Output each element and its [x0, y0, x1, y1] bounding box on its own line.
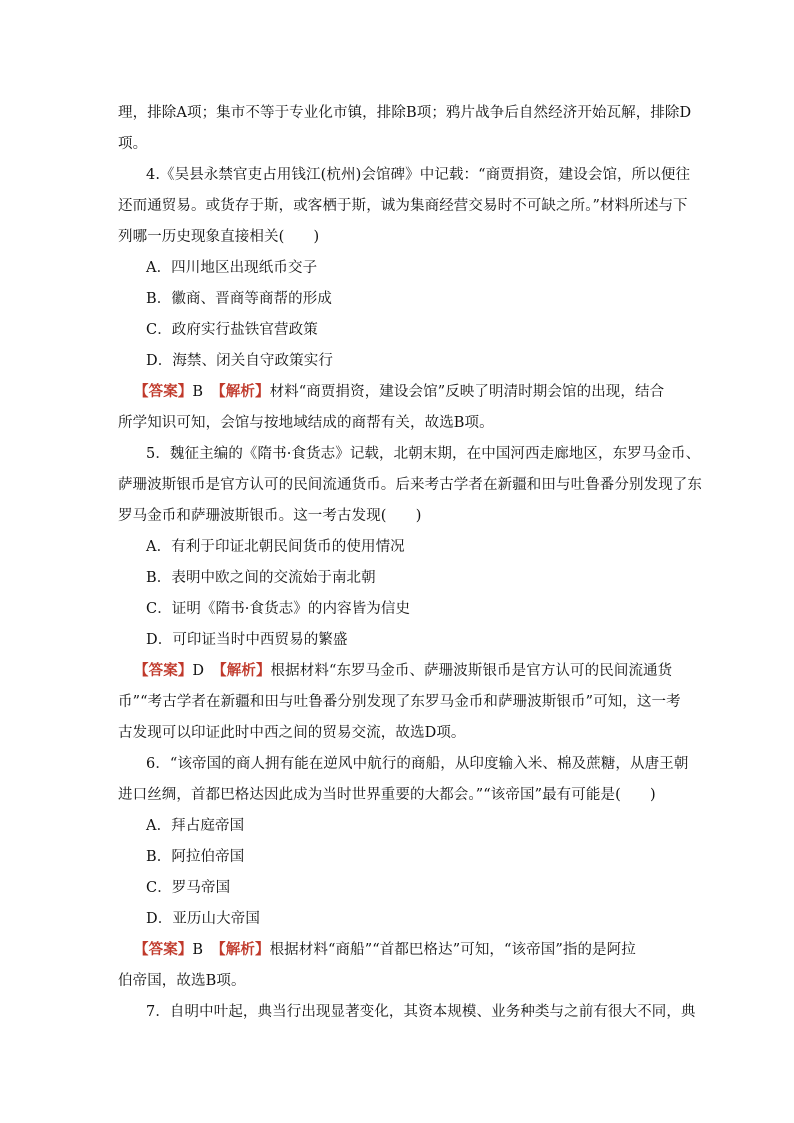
- text-line: 还而通贸易。或货存于斯，或客栖于斯，诚为集商经营交易时不可缺之所。”材料所述与下: [118, 198, 688, 214]
- answer-value: B: [192, 942, 204, 958]
- option-a: A．有利于印证北朝民间货币的使用情况: [146, 539, 405, 555]
- text-line: 列哪一历史现象直接相关( ): [118, 229, 320, 245]
- analysis-text: 根据材料“东罗马金币、萨珊波斯银币是官方认可的民间流通货: [270, 663, 673, 679]
- question-6-stem: 6．“该帝国的商人拥有能在逆风中航行的商船，从印度输入米、棉及蔗糖，从唐王朝: [146, 756, 689, 772]
- option-b: B．表明中欧之间的交流始于南北朝: [146, 570, 376, 586]
- text-line: 理，排除A项；集市不等于专业化市镇，排除B项；鸦片战争后自然经济开始瓦解，排除D: [118, 105, 692, 121]
- analysis-text: 根据材料“商船”“首都巴格达”可知，“该帝国”指的是阿拉: [269, 942, 636, 958]
- answer-value: B: [192, 384, 204, 400]
- text-line: 罗马金币和萨珊波斯银币。这一考古发现( ): [118, 508, 422, 524]
- text-line: 项。: [118, 136, 148, 152]
- answer-tag: 【答案】: [134, 662, 193, 679]
- text-line: 古发现可以印证此时中西之间的贸易交流，故选D项。: [118, 725, 466, 741]
- option-d: D．海禁、闭关自守政策实行: [146, 353, 333, 369]
- text-line: 所学知识可知，会馆与按地域结成的商帮有关，故选B项。: [118, 415, 494, 431]
- option-c: C．证明《隋书·食货志》的内容皆为信史: [146, 601, 411, 617]
- text-line: 币”“考古学者在新疆和田与吐鲁番分别发现了东罗马金币和萨珊波斯银币”可知，这一考: [118, 694, 681, 710]
- answer-line: [134, 940, 694, 960]
- analysis-tag: 【解析】: [211, 383, 270, 400]
- option-b: B．阿拉伯帝国: [146, 849, 245, 865]
- answer-line: [134, 661, 694, 681]
- question-5-stem: 5．魏征主编的《隋书·食货志》记载，北朝末期，在中国河西走廊地区，东罗马金币、: [146, 446, 701, 462]
- answer-tag: 【答案】: [134, 941, 193, 958]
- answer-value: D: [192, 663, 205, 679]
- text-line: 萨珊波斯银币是官方认可的民间流通货币。后来考古学者在新疆和田与吐鲁番分别发现了东: [118, 477, 702, 493]
- answer-line: [134, 382, 694, 402]
- question-7-stem: 7．自明中叶起，典当行出现显著变化，其资本规模、业务种类与之前有很大不同，典: [146, 1004, 696, 1020]
- option-d: D．亚历山大帝国: [146, 911, 260, 927]
- text-line: 进口丝绸，首都巴格达因此成为当时世界重要的大都会。”“该帝国”最有可能是( ): [118, 787, 656, 803]
- option-c: C．政府实行盐铁官营政策: [146, 322, 318, 338]
- analysis-tag: 【解析】: [212, 662, 271, 679]
- option-a: A．四川地区出现纸币交子: [146, 260, 318, 276]
- text-line: 伯帝国，故选B项。: [118, 973, 246, 989]
- analysis-tag: 【解析】: [211, 941, 270, 958]
- option-d: D．可印证当时中西贸易的繁盛: [146, 632, 348, 648]
- answer-tag: 【答案】: [134, 383, 193, 400]
- option-c: C．罗马帝国: [146, 880, 231, 896]
- question-4-stem: 4.《吴县永禁官吏占用钱江(杭州)会馆碑》中记载：“商贾捐资，建设会馆，所以便往: [146, 167, 691, 183]
- analysis-text: 材料“商贾捐资，建设会馆”反映了明清时期会馆的出现，结合: [269, 384, 665, 400]
- option-a: A．拜占庭帝国: [146, 818, 245, 834]
- option-b: B．徽商、晋商等商帮的形成: [146, 291, 332, 307]
